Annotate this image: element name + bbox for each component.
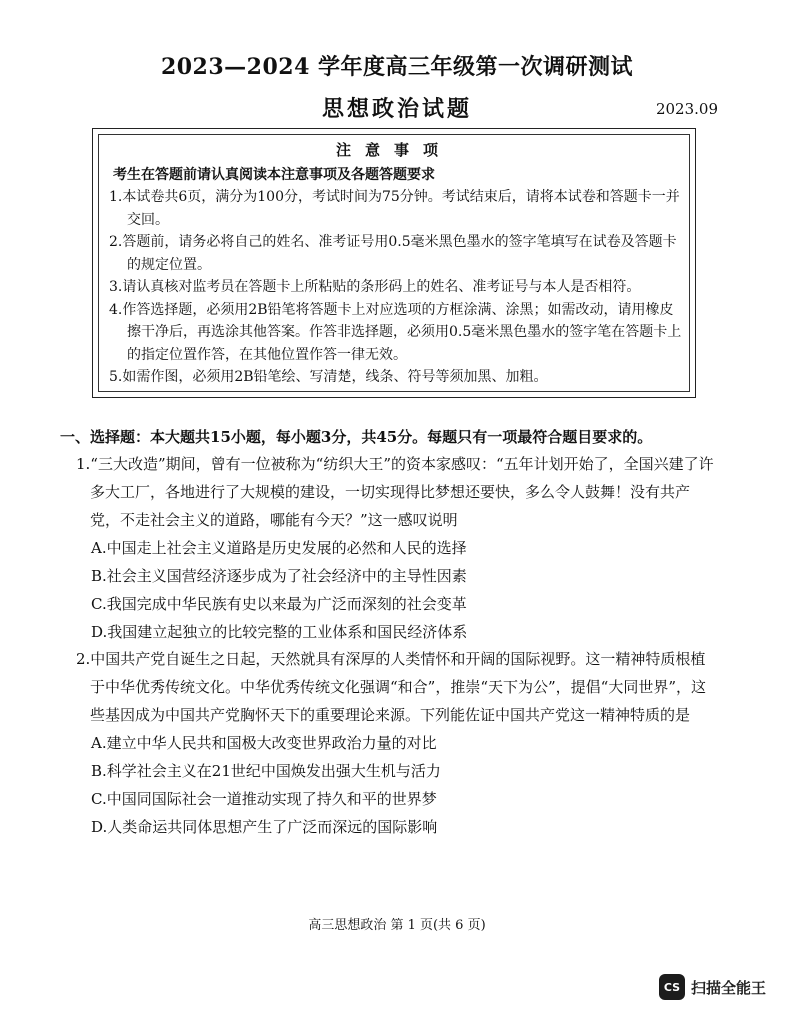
notice-item: 5.如需作图，必须用2B铅笔绘、写清楚，线条、符号等须加黑、加粗。 [109,369,548,385]
notice-title: 注意事项 [335,141,452,159]
option-d: D.人类命运共同体思想产生了广泛而深远的国际影响 [91,818,438,836]
question-1 [76,450,716,646]
notice-box [92,128,696,398]
exam-title: 2023—2024 学年度高三年级第一次调研测试 [160,54,634,80]
option-a: A.建立中华人民共和国极大改变世界政治力量的对比 [91,734,437,752]
option-a: A.中国走上社会主义道路是历史发展的必然和人民的选择 [91,539,467,557]
option-d: D.我国建立起独立的比较完整的工业体系和国民经济体系 [91,623,468,641]
notice-item: 1.本试卷共6页，满分为100分，考试时间为75分钟。考试结束后，请将本试卷和答题卡一并交回。 [109,189,680,228]
notice-item: 2.答题前，请务必将自己的姓名、准考证号用0.5毫米黑色墨水的签字笔填写在试卷及答题卡的规定位置。 [109,234,677,273]
section-heading: 一、选择题：本大题共15小题，每小题3分，共45分。每题只有一项最符合题目要求的。 [60,428,653,446]
notice-item: 4.作答选择题，必须用2B铅笔将答题卡上对应选项的方框涂满、涂黑；如需改动，请用橡皮擦干净后，再选涂其他答案。作答非选择题，必须用0.5毫米黑色墨水的签字笔在答题卡上的指定位置作答，在其他位置作答一律无效。 [109,301,682,363]
scanner-app-name: 扫描全能王 [690,978,766,997]
exam-subtitle: 思想政治试题 [321,96,472,122]
notice-inner-frame [98,134,690,392]
question-stem: 1.“三大改造”期间，曾有一位被称为“纺织大王”的资本家感叹：“五年计划开始了，全国兴建了许多大工厂，各地进行了大规模的建设，一切实现得比梦想还要快，多么令人鼓舞！没有共产党，不走社会主义的道路，哪能有今天？”这一感叹说明 [76,455,714,529]
question-2 [76,645,716,841]
option-b: B.社会主义国营经济逐步成为了社会经济中的主导性因素 [91,567,467,585]
scanner-watermark [659,974,766,1000]
option-c: C.我国完成中华民族有史以来最为广泛而深刻的社会变革 [91,595,467,613]
page-footer: 高三思想政治 第 1 页(共 6 页) [308,918,486,933]
notice-item: 3.请认真核对监考员在答题卡上所粘贴的条形码上的姓名、准考证号与本人是否相符。 [109,279,641,295]
question-stem: 2.中国共产党自诞生之日起，天然就具有深厚的人类情怀和开阔的国际视野。这一精神特质根植于中华优秀传统文化。中华优秀传统文化强调“和合”，推崇“天下为公”，提倡“大同世界”，这些基因成为中国共产党胸怀天下的重要理论来源。下列能佐证中国共产党这一精神特质的是 [76,650,707,724]
camscanner-logo-icon: CS [659,974,685,1000]
notice-lead: 考生在答题前请认真阅读本注意事项及各题答题要求 [113,167,435,183]
option-b: B.科学社会主义在21世纪中国焕发出强大生机与活力 [91,762,441,780]
option-c: C.中国同国际社会一道推动实现了持久和平的世界梦 [91,790,437,808]
exam-date: 2023.09 [655,100,718,118]
